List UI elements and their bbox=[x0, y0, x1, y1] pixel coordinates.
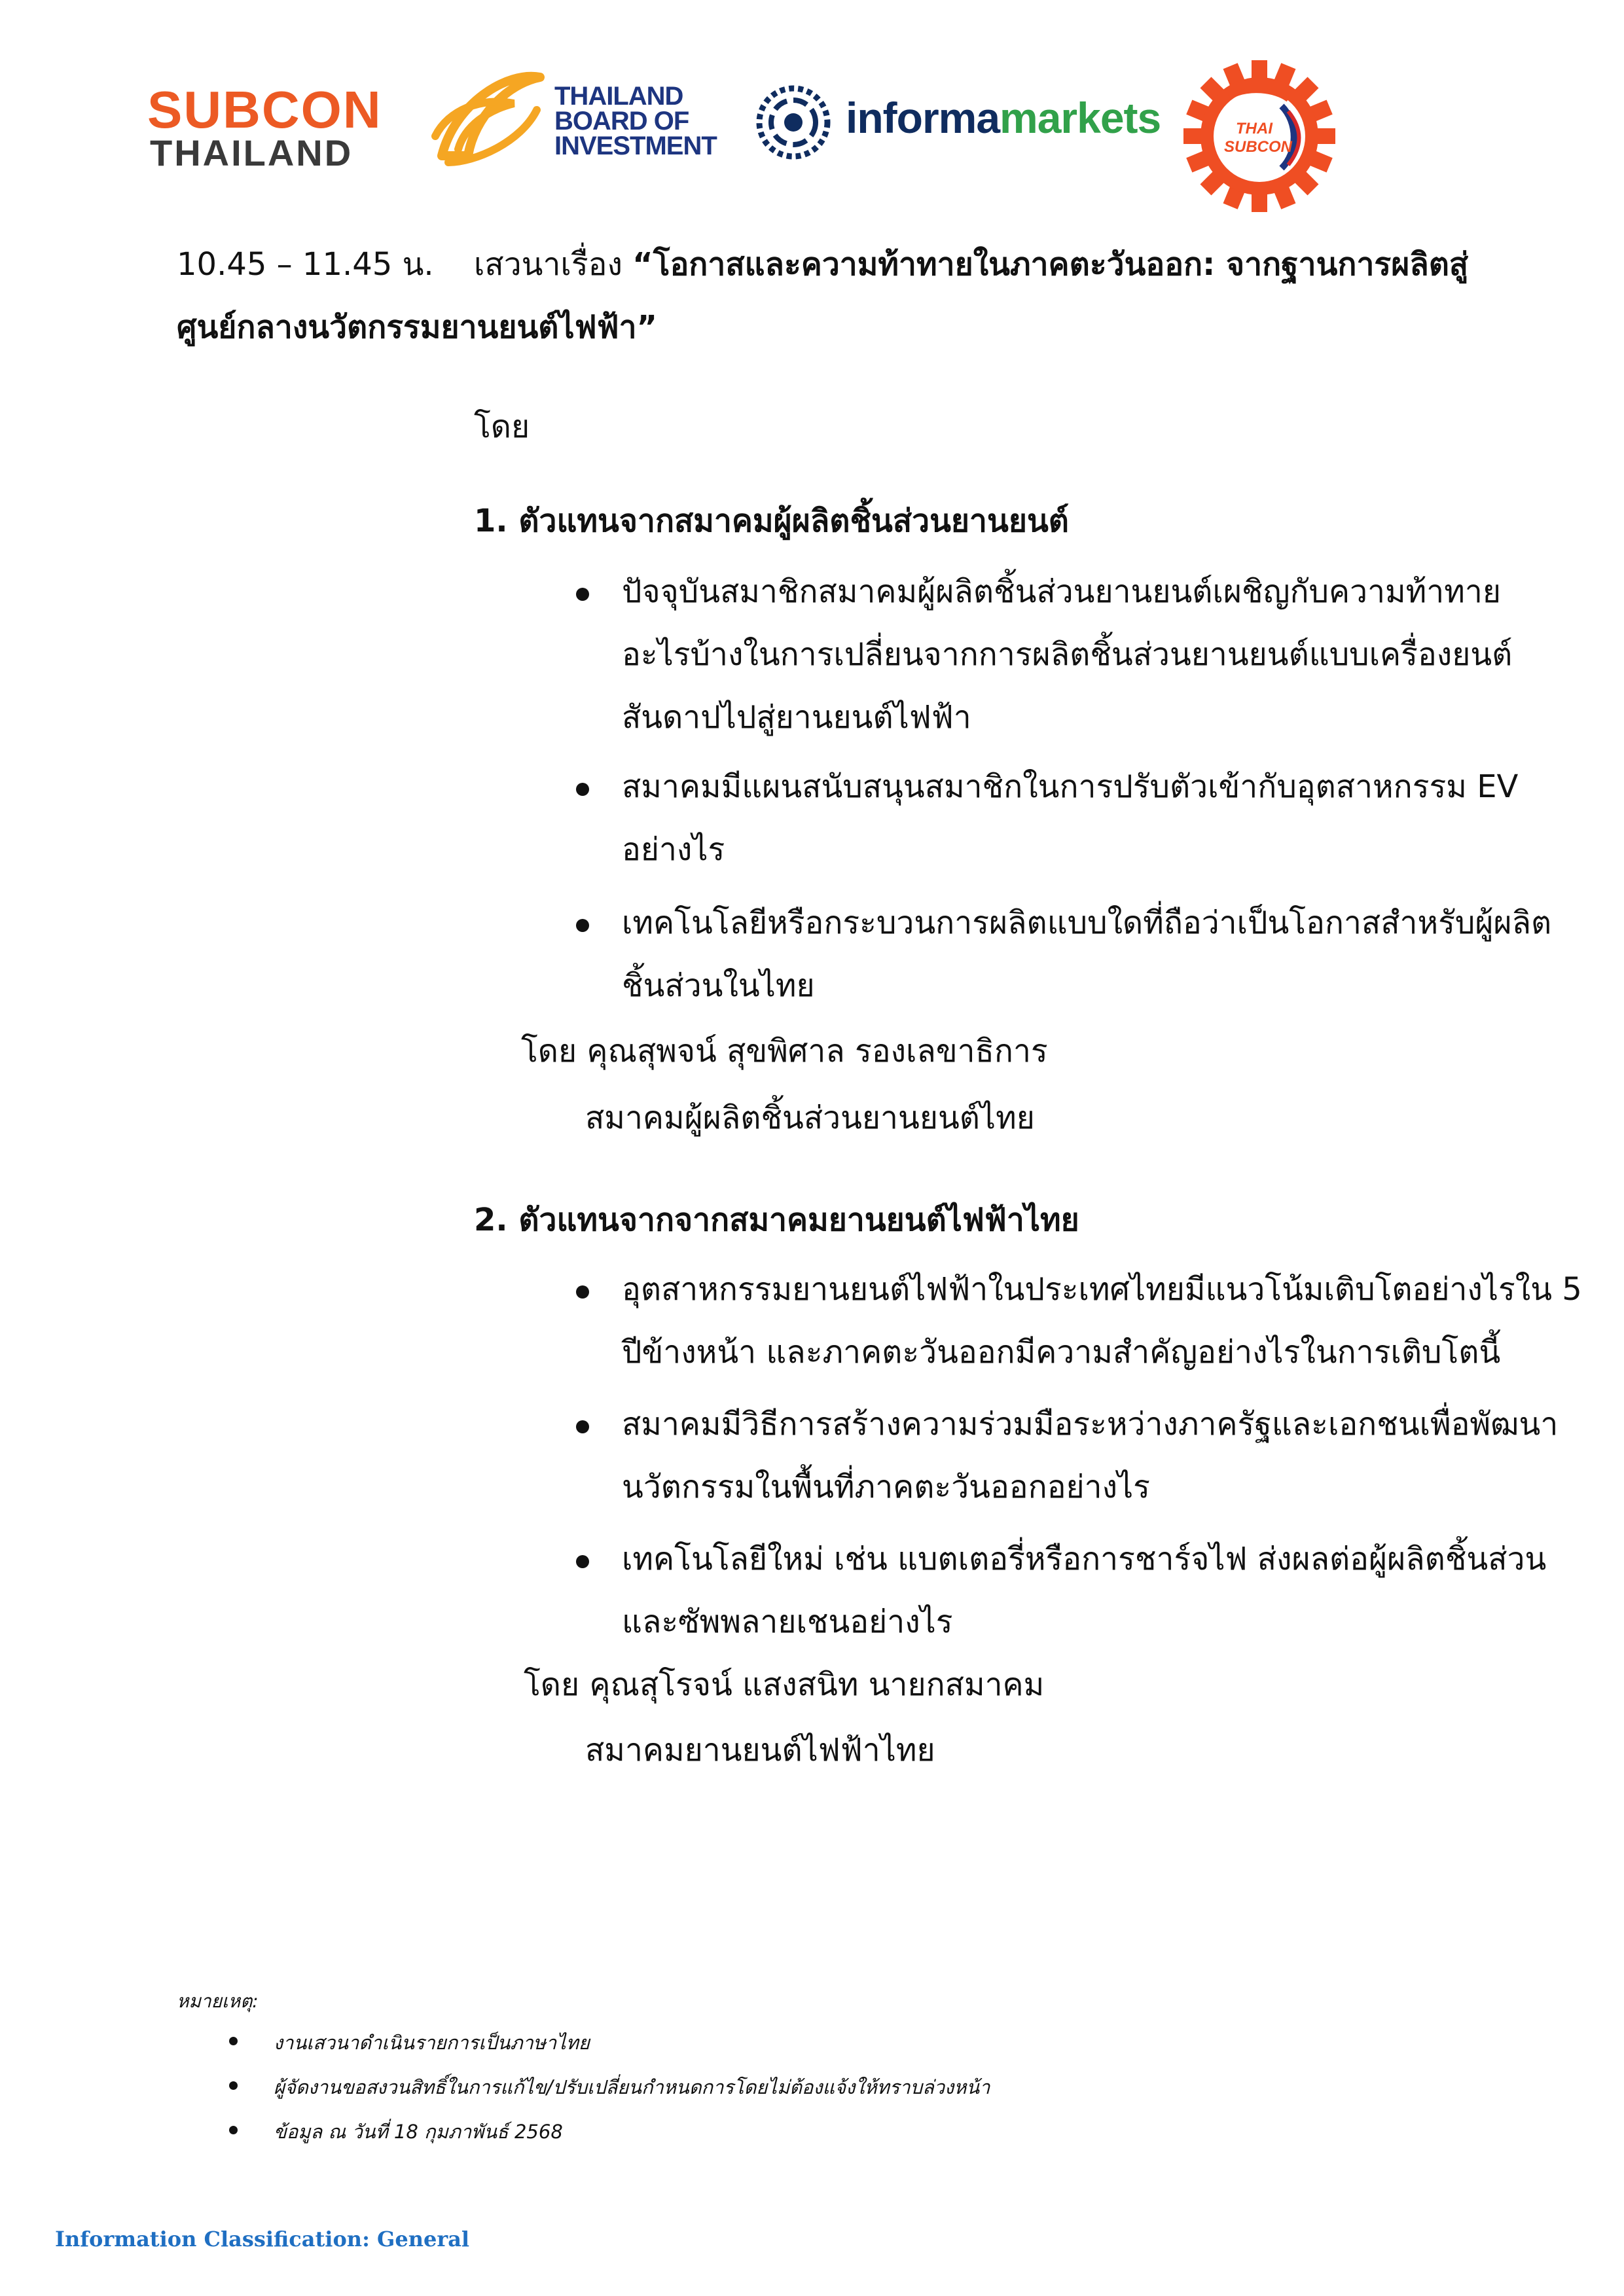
information-classification-footer: Information Classification: General bbox=[55, 2227, 470, 2251]
thai-subcon-line2: SUBCON bbox=[1224, 138, 1293, 156]
speaker-1-bullet-3-line1: เทคโนโลยีหรือกระบวนการผลิตแบบใดที่ถือว่าเป็นโอกาสสำหรับผู้ผลิต bbox=[622, 905, 1552, 941]
thai-subcon-line1: THAI bbox=[1236, 120, 1272, 137]
speaker-2-bullet-1-line2: ปีข้างหน้า และภาคตะวันออกมีความสำคัญอย่างไรในการเติบโตนี้ bbox=[622, 1334, 1501, 1371]
informa-circle-icon bbox=[753, 82, 834, 163]
bullet-dot-icon bbox=[576, 1285, 589, 1299]
informa-wordmark: informamarkets bbox=[846, 94, 1161, 142]
speaker-1-heading: 1. ตัวแทนจากสมาคมผู้ผลิตชิ้นส่วนยานยนต์ bbox=[474, 503, 1069, 539]
session-by: โดย bbox=[474, 408, 530, 445]
bullet-dot-icon bbox=[229, 2081, 238, 2090]
gear-icon bbox=[1183, 60, 1335, 212]
bullet-dot-icon bbox=[576, 1420, 589, 1433]
note-item-1: งานเสวนาดำเนินรายการเป็นภาษาไทย bbox=[274, 2032, 590, 2054]
session-title-line1 bbox=[474, 246, 1468, 284]
bullet-dot-icon bbox=[229, 2126, 238, 2134]
session-title-part1: “โอกาสและความท้าทายในภาคตะวันออก: จากฐานการผลิตสู่ bbox=[632, 246, 1469, 283]
bullet-dot-icon bbox=[576, 1555, 589, 1568]
speaker-1-bullet-3-line2: ชิ้นส่วนในไทย bbox=[622, 967, 815, 1004]
logo-bar bbox=[0, 0, 1624, 216]
speaker-1-bullet-1-line1: ปัจจุบันสมาชิกสมาคมผู้ผลิตชิ้นส่วนยานยนต์เผชิญกับความท้าทาย bbox=[622, 573, 1501, 610]
informa-markets-logo bbox=[753, 82, 1161, 160]
notes-title: หมายเหตุ: bbox=[177, 1990, 259, 2012]
note-item-3: ข้อมูล ณ วันที่ 18 กุมภาพันธ์ 2568 bbox=[274, 2121, 563, 2143]
note-item-2: ผู้จัดงานขอสงวนสิทธิ์ในการแก้ไข/ปรับเปลี่ยนกำหนดการโดยไม่ต้องแจ้งให้ทราบล่วงหน้า bbox=[274, 2076, 990, 2098]
speaker-1-bullet-2-line1: สมาคมมีแผนสนับสนุนสมาชิกในการปรับตัวเข้ากับอุตสาหกรรม EV bbox=[622, 768, 1519, 805]
speaker-2-bullet-1-line1: อุตสาหกรรมยานยนต์ไฟฟ้าในประเทศไทยมีแนวโน้มเติบโตอย่างไรใน 5 bbox=[622, 1271, 1582, 1308]
speaker-2-bullet-3-line2: และซัพพลายเชนอย่างไร bbox=[622, 1604, 953, 1640]
speaker-1-bullet-1-line2: อะไรบ้างในการเปลี่ยนจากการผลิตชิ้นส่วนยานยนต์แบบเครื่องยนต์ bbox=[622, 636, 1513, 673]
speaker-2-by-line: โดย คุณสุโรจน์ แสงสนิท นายกสมาคม bbox=[524, 1666, 1045, 1703]
speaker-1-by-line: โดย คุณสุพจน์ สุขพิศาล รองเลขาธิการ bbox=[521, 1033, 1048, 1069]
session-title-line2: ศูนย์กลางนวัตกรรมยานยนต์ไฟฟ้า” bbox=[177, 309, 658, 346]
session-time: 10.45 – 11.45 น. bbox=[177, 246, 434, 283]
speaker-2-bullet-3-line1: เทคโนโลยีใหม่ เช่น แบตเตอรี่หรือการชาร์จไฟ ส่งผลต่อผู้ผลิตชิ้นส่วน bbox=[622, 1541, 1547, 1577]
speaker-1-bullet-2-line2: อย่างไร bbox=[622, 831, 725, 868]
bullet-dot-icon bbox=[576, 588, 589, 601]
subcon-logo-line1: SUBCON bbox=[147, 81, 382, 139]
bullet-dot-icon bbox=[229, 2037, 238, 2045]
speaker-1-org-line: สมาคมผู้ผลิตชิ้นส่วนยานยนต์ไทย bbox=[585, 1100, 1035, 1136]
subcon-logo-line2: THAILAND bbox=[150, 132, 353, 173]
speaker-2-org-line: สมาคมยานยนต์ไฟฟ้าไทย bbox=[585, 1732, 935, 1768]
session-prefix: เสวนาเรื่อง bbox=[474, 246, 633, 283]
speaker-2-heading: 2. ตัวแทนจากจากสมาคมยานยนต์ไฟฟ้าไทย bbox=[474, 1202, 1079, 1238]
subcon-thailand-logo bbox=[147, 81, 396, 173]
bullet-dot-icon bbox=[576, 919, 589, 932]
boi-logo bbox=[429, 64, 717, 169]
speaker-2-bullet-2-line2: นวัตกรรมในพื้นที่ภาคตะวันออกอย่างไร bbox=[622, 1469, 1150, 1505]
boi-wing-icon bbox=[429, 64, 547, 169]
bullet-dot-icon bbox=[576, 783, 589, 796]
thai-subcon-logo bbox=[1183, 60, 1335, 212]
speaker-2-bullet-2-line1: สมาคมมีวิธีการสร้างความร่วมมือระหว่างภาครัฐและเอกชนเพื่อพัฒนา bbox=[622, 1406, 1559, 1443]
speaker-1-bullet-1-line3: สันดาปไปสู่ยานยนต์ไฟฟ้า bbox=[622, 699, 971, 736]
boi-logo-text: THAILAND BOARD OF INVESTMENT bbox=[554, 82, 717, 160]
